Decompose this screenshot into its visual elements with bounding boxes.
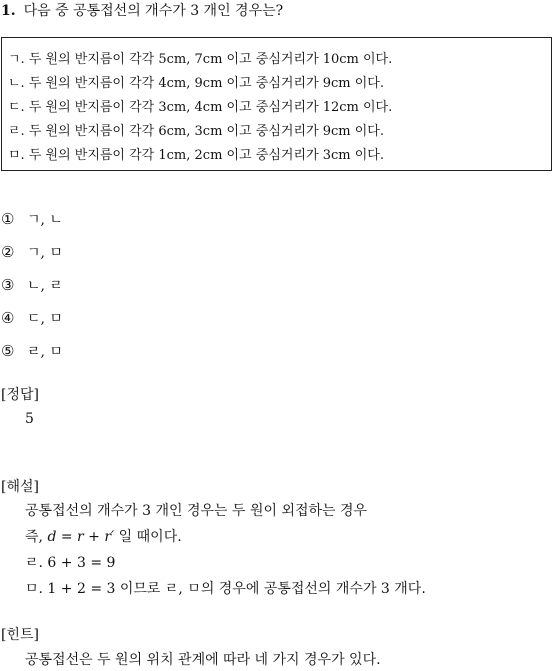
question-row [1,0,283,22]
explanation-line-2-suffix: 일 때이다. [114,529,182,545]
condition-item: ㄴ. 두 원의 반지름이 각각 4cm, 9cm 이고 중심거리가 9cm 이다. [8,76,384,91]
choice-mark: ② [1,243,15,261]
choice-text: ㄷ, ㅁ [27,311,63,327]
explanation-line-3: ㄹ. 6 + 3 = 9 [25,555,116,571]
explanation-line-1: 공통접선의 개수가 3 개인 경우는 두 원이 외접하는 경우 [25,503,368,519]
explanation-formula: d = r + r′ [47,529,115,545]
explanation-line-2 [25,526,182,548]
hint-text: 공통접선은 두 원의 위치 관계에 따라 네 가지 경우가 있다. [25,652,381,668]
choice-mark: ① [1,210,15,228]
choice-5[interactable] [1,340,63,362]
choice-2[interactable] [1,241,63,263]
condition-item: ㄷ. 두 원의 반지름이 각각 3cm, 4cm 이고 중심거리가 12cm 이다. [8,100,393,115]
condition-box [1,37,552,171]
condition-item: ㄱ. 두 원의 반지름이 각각 5cm, 7cm 이고 중심거리가 10cm 이다. [8,52,393,67]
choice-text: ㄱ, ㄴ [27,212,63,228]
choice-3[interactable] [1,274,63,296]
choice-mark: ⑤ [1,342,15,360]
condition-item: ㅁ. 두 원의 반지름이 각각 1cm, 2cm 이고 중심거리가 3cm 이다. [8,148,384,163]
condition-item: ㄹ. 두 원의 반지름이 각각 6cm, 3cm 이고 중심거리가 9cm 이다. [8,124,384,139]
hint-label: [힌트] [1,627,39,643]
choice-1[interactable] [1,208,63,230]
question-text: 다음 중 공통접선의 개수가 3 개인 경우는? [23,3,284,19]
explanation-label: [해설] [1,479,39,495]
choice-mark: ④ [1,309,15,327]
choice-4[interactable] [1,307,63,329]
answer-value: 5 [25,411,34,427]
explanation-line-2-prefix: 즉, [25,529,48,545]
choice-mark: ③ [1,276,15,294]
choice-text: ㄴ, ㄹ [27,278,63,294]
answer-label: [정답] [1,387,39,403]
choice-text: ㄹ, ㅁ [27,344,63,360]
explanation-line-4: ㅁ. 1 + 2 = 3 이므로 ㄹ, ㅁ의 경우에 공통접선의 개수가 3 개다. [25,581,426,597]
choice-text: ㄱ, ㅁ [27,245,63,261]
question-number: 1. [1,3,16,19]
